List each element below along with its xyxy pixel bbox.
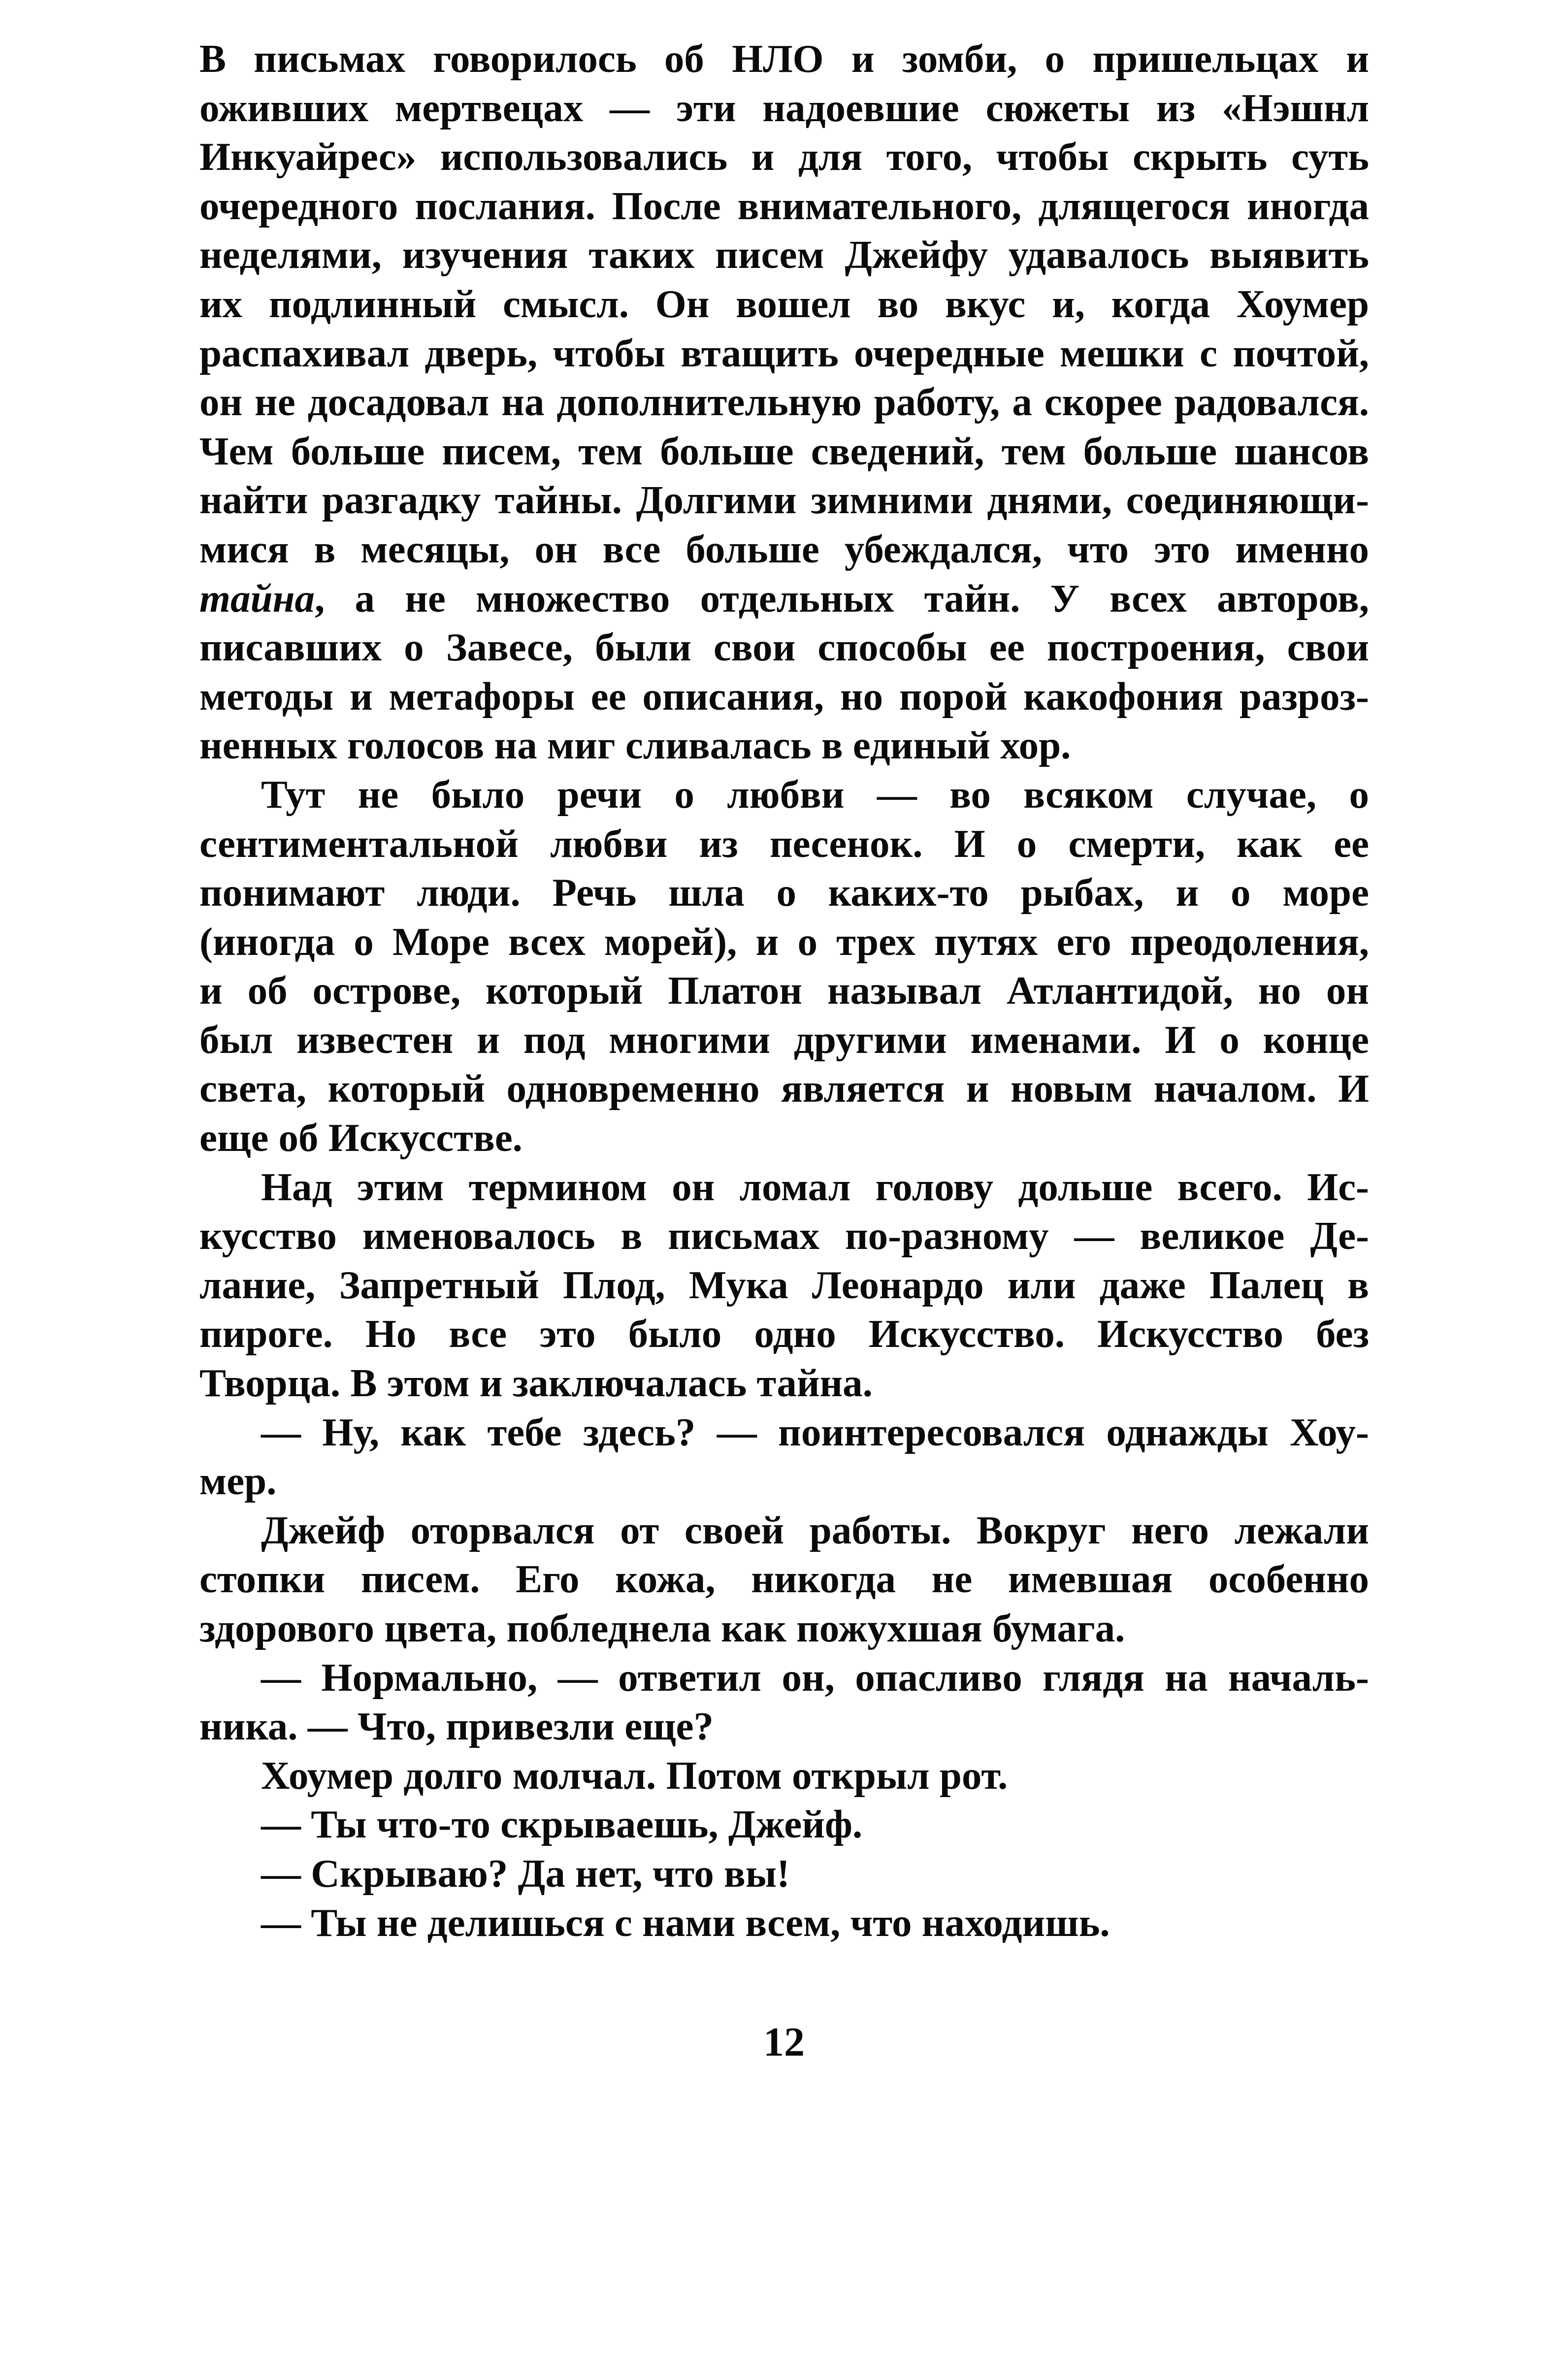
paragraph-3	[199, 1163, 1369, 1408]
text-line: методы и метафоры ее описания, но порой какофония разроз-	[199, 674, 1369, 719]
text-line: пироге. Но все это было одно Искусство. Искусство без	[199, 1311, 1369, 1356]
text-line: здорового цвета, побледнела как пожухшая бумага.	[199, 1606, 1125, 1650]
text-line: был известен и под многими другими именами. И о конце	[199, 1017, 1369, 1062]
text-line: Тут не было речи о любви — во всяком случае, о	[261, 772, 1369, 817]
text-line: — Ты не делишься с нами всем, что находишь.	[261, 1900, 1110, 1945]
text-line: лание, Запретный Плод, Мука Леонардо или даже Палец в	[199, 1262, 1369, 1307]
page-body-text	[199, 34, 1369, 1947]
text-line: найти разгадку тайны. Долгими зимними днями, соединяющи-	[199, 478, 1369, 523]
text-line: оживших мертвецах — эти надоевшие сюжеты из «Нэшнл	[199, 85, 1369, 130]
text-line: — Ну, как тебе здесь? — поинтересовался однажды Хоу-	[261, 1409, 1369, 1454]
paragraph-7	[199, 1751, 1369, 1801]
text-line: света, который одновременно является и новым началом. И	[199, 1066, 1369, 1111]
text-line: — Скрываю? Да нет, что вы!	[261, 1851, 790, 1896]
text-line: понимают люди. Речь шла о каких-то рыбах, и о море	[199, 870, 1369, 915]
text-line: ненных голосов на миг сливалась в единый хор.	[199, 723, 1071, 768]
text-line: стопки писем. Его кожа, никогда не имевшая особенно	[199, 1557, 1369, 1602]
paragraph-9	[199, 1849, 1369, 1899]
paragraph-4	[199, 1408, 1369, 1506]
paragraph-10	[199, 1899, 1369, 1948]
paragraph-6	[199, 1653, 1369, 1751]
text-line: мер.	[199, 1459, 277, 1504]
paragraph-2	[199, 770, 1369, 1163]
text-line: Творца. В этом и заключалась тайна.	[199, 1361, 873, 1406]
text-line: Над этим термином он ломал голову дольше всего. Ис-	[261, 1164, 1369, 1209]
text-line: ника. — Что, привезли еще?	[199, 1704, 714, 1749]
text-line: кусство именовалось в письмах по-разному — великое Де-	[199, 1213, 1369, 1258]
text-line: (иногда о Море всех морей), и о трех путях его преодоления,	[199, 919, 1369, 964]
text-line: Инкуайрес» использовались и для того, чтобы скрыть суть	[199, 134, 1369, 179]
text-line: мися в месяцы, он все больше убеждался, что это именно	[199, 526, 1369, 571]
text-line: писавших о Завесе, были свои способы ее построения, свои	[199, 625, 1369, 670]
text-line: неделями, изучения таких писем Джейфу удавалось выявить	[199, 232, 1369, 277]
text-line: и об острове, который Платон называл Атлантидой, но он	[199, 968, 1369, 1013]
text-line: очередного послания. После внимательного, длящегося иногда	[199, 183, 1369, 228]
page-number: 12	[763, 2019, 805, 2065]
paragraph-1	[199, 34, 1369, 770]
text-line: Хоумер долго молчал. Потом открыл рот.	[261, 1753, 1008, 1798]
text-line: — Ты что-то скрываешь, Джейф.	[261, 1802, 863, 1847]
italic-word: тайна	[199, 576, 315, 621]
text-line: — Нормально, — ответил он, опасливо глядя на началь-	[261, 1655, 1369, 1700]
text-line: их подлинный смысл. Он вошел во вкус и, когда Хоумер	[199, 281, 1369, 326]
text-line: Чем больше писем, тем больше сведений, тем больше шансов	[199, 428, 1369, 473]
paragraph-8	[199, 1800, 1369, 1849]
text-line: распахивал дверь, чтобы втащить очередные мешки с почтой,	[199, 330, 1369, 375]
paragraph-5	[199, 1506, 1369, 1653]
text-line: В письмах говорилось об НЛО и зомби, о пришельцах и	[199, 36, 1369, 81]
text-line: Джейф оторвался от своей работы. Вокруг него лежали	[261, 1508, 1369, 1552]
text-line: он не досадовал на дополнительную работу, а скорее радовался.	[199, 380, 1369, 425]
text-line-remainder: , а не множество отдельных тайн. У всех авторов,	[315, 576, 1369, 621]
text-line-with-italic	[199, 574, 1369, 623]
text-line: сентиментальной любви из песенок. И о смерти, как ее	[199, 821, 1369, 866]
text-line: еще об Искусстве.	[199, 1115, 523, 1160]
